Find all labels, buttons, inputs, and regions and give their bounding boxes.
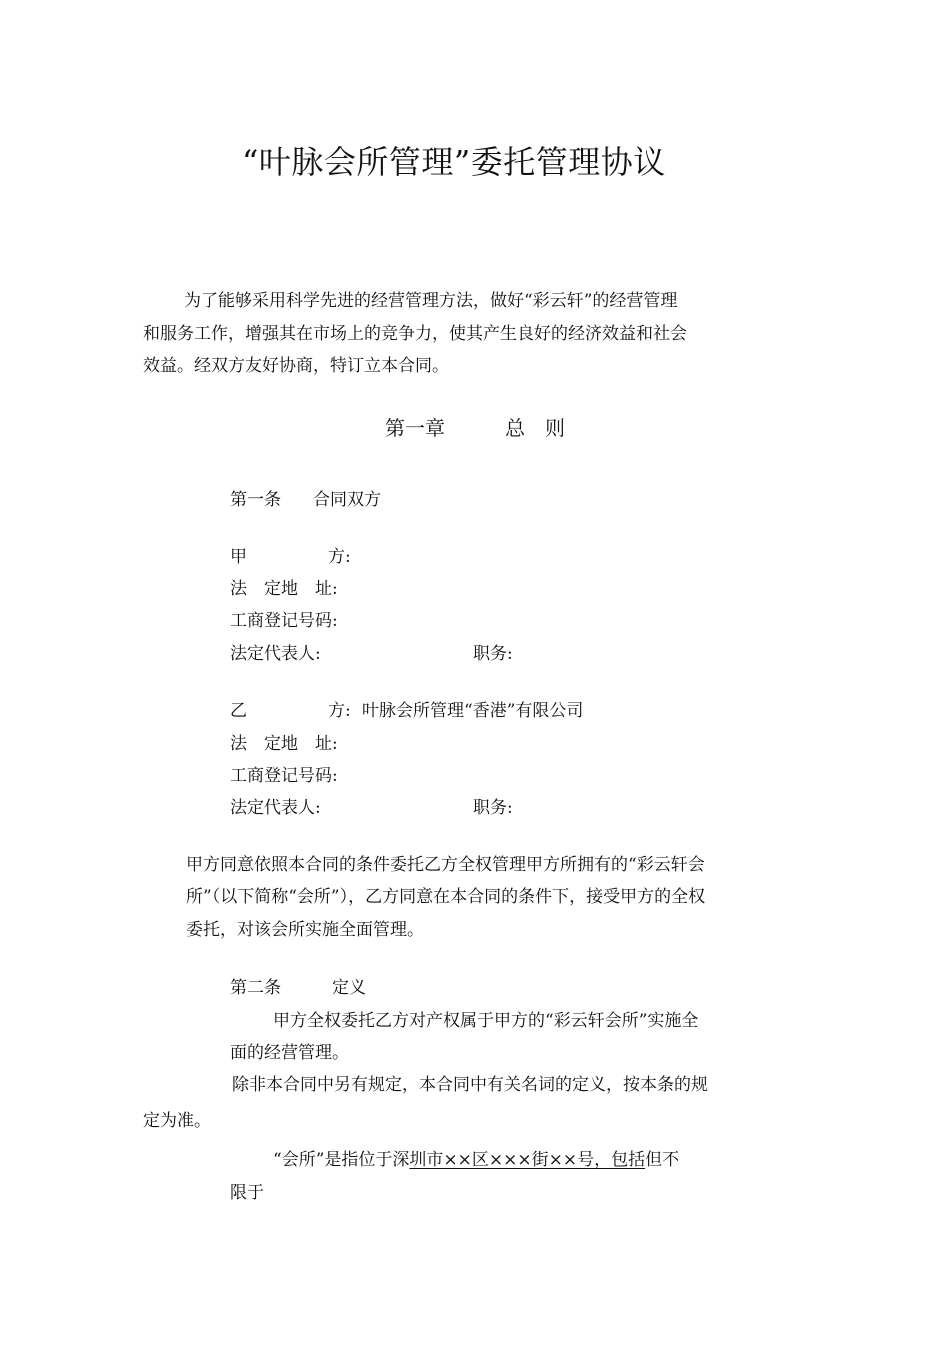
chapter-number: 第一章 (385, 416, 445, 440)
definition-text: “会所”是指位于深 (273, 1150, 410, 1170)
definition-text: 但不 (645, 1150, 680, 1170)
definition-paragraph-line: 定为准。 (143, 1111, 211, 1131)
party-a-position-label: 职务: (473, 644, 513, 664)
article-number: 第二条 (230, 978, 281, 998)
party-b-address-label: 法 定地 址: (230, 734, 338, 754)
preamble-line: 为了能够采用科学先进的经营管理方法，做好“彩云轩”的经营管理 (184, 291, 678, 311)
preamble-line: 和服务工作，增强其在市场上的竞争力，使其产生良好的经济效益和社会 (143, 324, 687, 344)
article-name: 合同双方 (313, 490, 381, 510)
party-b-label: 乙 (230, 701, 247, 721)
definition-paragraph-line: 甲方全权委托乙方对产权属于甲方的“彩云轩会所”实施全 (273, 1011, 699, 1031)
clause-line: 所”（以下简称“会所”），乙方同意在本合同的条件下，接受甲方的全权 (186, 887, 706, 907)
party-b-position-label: 职务: (473, 798, 513, 818)
document-title: “叶脉会所管理”委托管理协议 (242, 143, 666, 181)
clause-line: 委托，对该会所实施全面管理。 (186, 920, 424, 940)
clause-line: 甲方同意依照本合同的条件委托乙方全权管理甲方所拥有的“彩云轩会 (186, 855, 705, 875)
party-b-registration-label: 工商登记号码: (230, 766, 338, 786)
preamble-line: 效益。经双方友好协商，特订立本合同。 (143, 356, 449, 376)
party-a-label: 甲 (230, 547, 247, 567)
party-b-label-suffix: 方: (328, 701, 351, 721)
party-b-representative-label: 法定代表人: (230, 798, 321, 818)
definition-address-underlined: 圳市××区×××街××号，包括 (409, 1150, 646, 1170)
party-a-label-suffix: 方: (328, 547, 351, 567)
definition-paragraph-line: 限于 (230, 1183, 264, 1203)
definition-paragraph-line (273, 1152, 679, 1169)
article-number: 第一条 (230, 490, 281, 510)
definition-paragraph-line: 面的经营管理。 (230, 1043, 349, 1063)
party-a-address-label: 法 定地 址: (230, 579, 338, 599)
definition-paragraph-line: 除非本合同中另有规定，本合同中有关名词的定义，按本条的规 (232, 1075, 708, 1095)
party-b-name: 叶脉会所管理“香港”有限公司 (362, 701, 584, 721)
party-a-representative-label: 法定代表人: (230, 644, 321, 664)
chapter-name: 总 则 (505, 416, 565, 440)
party-a-registration-label: 工商登记号码: (230, 611, 338, 631)
article-name: 定义 (332, 978, 366, 998)
